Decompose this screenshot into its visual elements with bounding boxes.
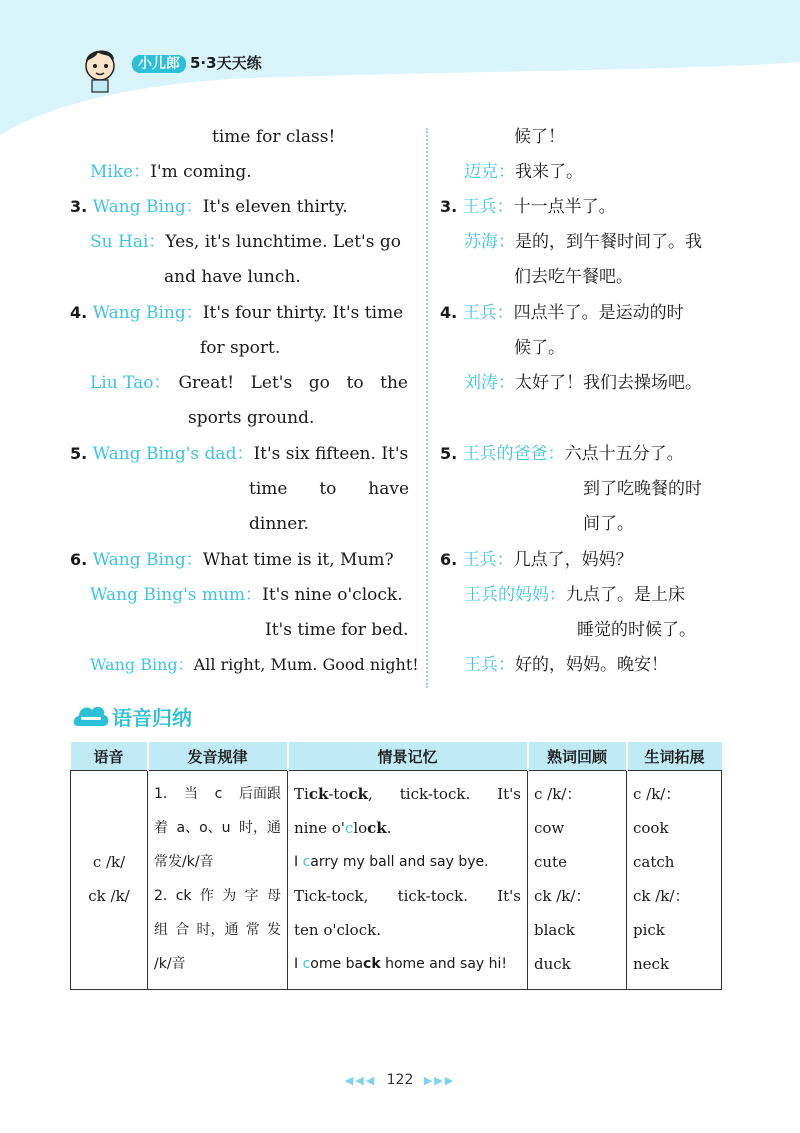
speaker-label: Wang Bing's dad： xyxy=(92,444,254,464)
translation-line: 刘涛：太好了！我们去操场吧。 xyxy=(464,373,702,393)
item-number: 3. xyxy=(440,197,458,216)
page-number: 122 xyxy=(386,1072,414,1088)
column-header: 发音规律 xyxy=(148,742,288,771)
translation-line: 候了。 xyxy=(514,338,565,358)
dialogue-line: 4. Wang Bing：It's four thirty. It's time xyxy=(70,303,404,323)
speaker-label: Liu Tao： xyxy=(90,373,171,393)
translation-line: 3. 王兵：十一点半了。 xyxy=(440,197,616,217)
speaker-label: Wang Bing's mum： xyxy=(90,585,263,605)
review-words-cell: c /k/： cow cute ck /k/： black duck xyxy=(528,771,627,990)
column-header: 熟词回顾 xyxy=(528,742,627,771)
phonics-table xyxy=(70,742,722,990)
speaker-label: 王兵的爸爸： xyxy=(462,444,565,464)
column-header: 语音 xyxy=(71,742,148,771)
section-title: 语音归纳 xyxy=(112,706,192,730)
header-banner xyxy=(0,0,800,160)
brand-series: 5·3天天练 xyxy=(190,54,262,72)
dialogue-line: sports ground. xyxy=(188,408,315,428)
dialogue-line: 5. Wang Bing's dad：It's six fifteen. It's xyxy=(70,444,409,464)
table-row xyxy=(71,771,722,990)
dialogue-line: Wang Bing's mum：It's nine o'clock. xyxy=(90,585,403,605)
translation-line: 4. 王兵：四点半了。是运动的时 xyxy=(440,303,684,323)
translation-line: 王兵：好的，妈妈。晚安！ xyxy=(464,655,668,675)
translation-line: 睡觉的时候了。 xyxy=(577,620,696,640)
boy-mascot-icon xyxy=(80,44,120,94)
dialogue-line: 3. Wang Bing：It's eleven thirty. xyxy=(70,197,348,217)
column-divider xyxy=(426,128,428,688)
dialogue-line xyxy=(90,372,408,394)
dialogue-line: 6. Wang Bing：What time is it, Mum? xyxy=(70,550,394,570)
item-number: 5. xyxy=(70,444,88,463)
speaker-label: Wang Bing： xyxy=(92,303,203,323)
translation-line: 到了吃晚餐的时 xyxy=(583,479,702,499)
translation-line: 王兵的妈妈：九点了。是上床 xyxy=(464,585,685,605)
dialogue-line: time for class! xyxy=(212,127,336,147)
translation-line: 迈克：我来了。 xyxy=(464,162,583,182)
item-number: 5. xyxy=(440,444,458,463)
brand-title xyxy=(132,52,262,73)
rule-cell: 1. 当 c 后面跟 着 a、o、u 时，通 常发/k/音 2. ck 作 为 字 母 组 合 时，通 常 发 /k/音 xyxy=(148,771,288,990)
speaker-label: 王兵： xyxy=(464,655,515,675)
speaker-label: 王兵： xyxy=(462,303,514,323)
speaker-label: 迈克： xyxy=(464,162,515,182)
translation-line: 6. 王兵：几点了，妈妈？ xyxy=(440,550,633,570)
translation-line: 们去吃午餐吧。 xyxy=(514,267,633,287)
right-arrows-icon: ▶▶▶ xyxy=(423,1074,456,1087)
speaker-label: 刘涛： xyxy=(464,373,515,393)
speaker-label: 王兵的妈妈： xyxy=(464,585,566,605)
speaker-label: 苏海： xyxy=(464,232,515,252)
table-header-row xyxy=(71,742,722,771)
translation-line: 候了！ xyxy=(514,127,565,147)
item-number: 6. xyxy=(70,550,88,569)
speaker-label: 王兵： xyxy=(462,550,514,570)
dialogue-line: time to have xyxy=(249,479,409,499)
sound-cell: c /k/ ck /k/ xyxy=(71,771,148,990)
brand-badge: 小儿郎 xyxy=(132,55,186,73)
speaker-label: Su Hai： xyxy=(90,232,166,252)
speaker-label: Mike： xyxy=(90,162,151,182)
memory-cell: Tick-tock, tick-tock. It's nine o'clock. I carry my ball and say bye. Tick-tock, tick-tock. It's ten o'clock. I come back home and say hi! xyxy=(288,771,528,990)
dialogue-line: Mike：I'm coming. xyxy=(90,162,252,182)
dialogue-line: Su Hai：Yes, it's lunchtime. Let's go xyxy=(90,232,401,252)
column-header: 生词拓展 xyxy=(627,742,722,771)
item-number: 4. xyxy=(440,303,458,322)
translation-line: 苏海：是的，到午餐时间了。我 xyxy=(464,232,702,252)
translation-line: 5. 王兵的爸爸：六点十五分了。 xyxy=(440,444,684,464)
dialogue-line: dinner. xyxy=(249,514,309,534)
dialogue-line: Wang Bing：All right, Mum. Good night! xyxy=(90,655,419,674)
dialogue-line: for sport. xyxy=(200,338,281,358)
justified-text: Great! Let's go to the xyxy=(178,373,408,393)
page-footer xyxy=(0,1072,800,1088)
dialogue-line: It's time for bed. xyxy=(265,620,409,640)
item-number: 6. xyxy=(440,550,458,569)
translation-line: 间了。 xyxy=(583,514,634,534)
left-arrows-icon: ◀◀◀ xyxy=(344,1074,377,1087)
new-words-cell: c /k/： cook catch ck /k/： pick neck xyxy=(627,771,722,990)
item-number: 3. xyxy=(70,197,88,216)
cloud-icon xyxy=(72,700,110,730)
speaker-label: Wang Bing： xyxy=(92,197,203,217)
column-header: 情景记忆 xyxy=(288,742,528,771)
dialogue-line: and have lunch. xyxy=(164,267,301,287)
item-number: 4. xyxy=(70,303,88,322)
speaker-label: Wang Bing： xyxy=(92,550,203,570)
speaker-label: 王兵： xyxy=(462,197,514,217)
speaker-label: Wang Bing： xyxy=(90,655,194,674)
